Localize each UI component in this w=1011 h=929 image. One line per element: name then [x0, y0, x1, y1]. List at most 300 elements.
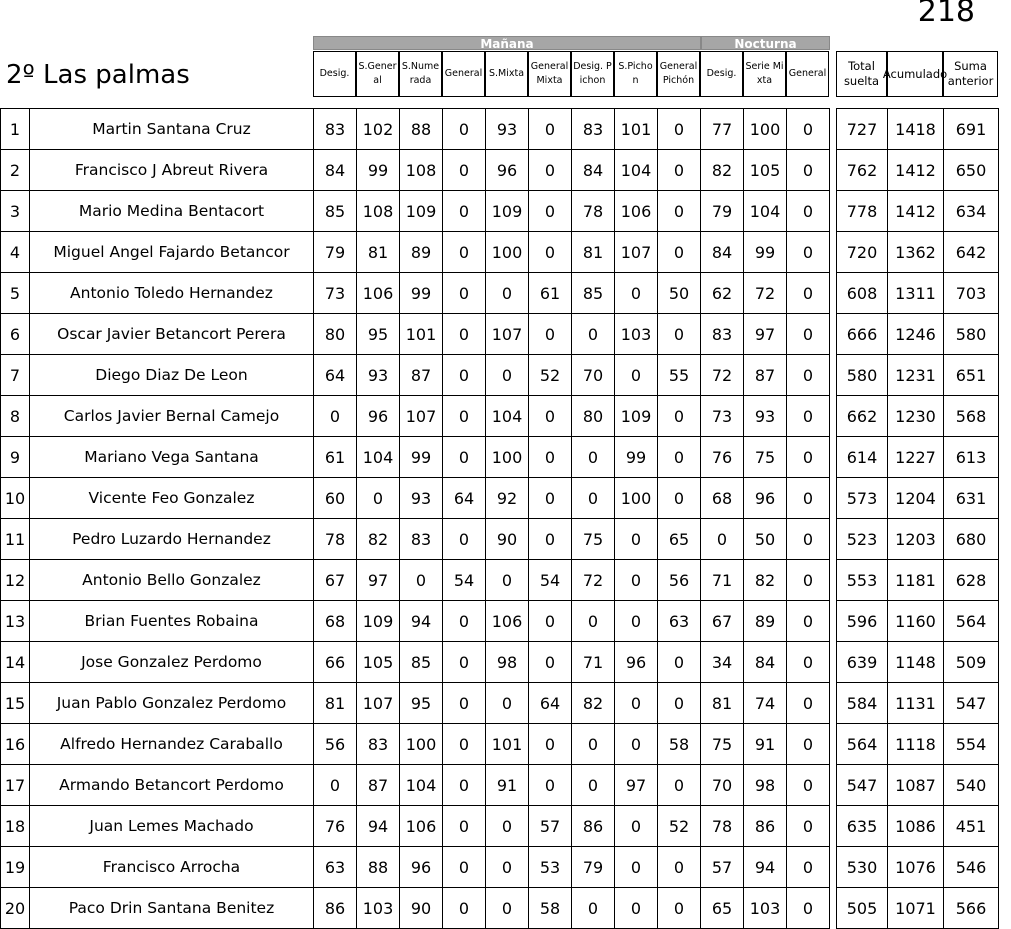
score-cell: 57 — [701, 847, 744, 888]
score-cell: 0 — [443, 191, 486, 232]
score-cell: 0 — [615, 888, 658, 929]
score-cell: 79 — [572, 847, 615, 888]
score-cell: 0 — [658, 150, 701, 191]
score-cell: 93 — [744, 396, 787, 437]
score-cell: 100 — [400, 724, 443, 765]
score-cell: 55 — [658, 355, 701, 396]
score-cell: 0 — [615, 847, 658, 888]
score-cell: 103 — [744, 888, 787, 929]
score-cell: 63 — [314, 847, 357, 888]
table-row — [1, 847, 830, 888]
totals-table — [836, 108, 999, 929]
score-cell: 56 — [314, 724, 357, 765]
score-cell: 0 — [572, 314, 615, 355]
score-cell: 61 — [529, 273, 572, 314]
score-cell: 82 — [701, 150, 744, 191]
total-cell: 1231 — [888, 355, 944, 396]
total-cell: 546 — [944, 847, 999, 888]
score-cell: 107 — [486, 314, 529, 355]
table-row — [1, 724, 830, 765]
name-cell: Francisco Arrocha — [30, 847, 314, 888]
total-cell: 564 — [944, 601, 999, 642]
score-cell: 0 — [787, 806, 830, 847]
score-cell: 104 — [486, 396, 529, 437]
score-cell: 109 — [486, 191, 529, 232]
score-cell: 109 — [615, 396, 658, 437]
score-cell: 0 — [787, 273, 830, 314]
total-cell: 1246 — [888, 314, 944, 355]
score-cell: 76 — [701, 437, 744, 478]
rank-cell: 14 — [1, 642, 30, 683]
score-cell: 81 — [701, 683, 744, 724]
score-cell: 109 — [357, 601, 400, 642]
score-cell: 0 — [658, 396, 701, 437]
total-cell: 509 — [944, 642, 999, 683]
total-cell: 530 — [837, 847, 888, 888]
totals-row — [837, 232, 999, 273]
score-cell: 82 — [572, 683, 615, 724]
score-cell: 0 — [787, 601, 830, 642]
total-cell: 1412 — [888, 191, 944, 232]
name-cell: Diego Diaz De Leon — [30, 355, 314, 396]
score-cell: 0 — [443, 683, 486, 724]
total-cell: 631 — [944, 478, 999, 519]
score-cell: 0 — [486, 847, 529, 888]
score-cell: 108 — [400, 150, 443, 191]
rank-cell: 6 — [1, 314, 30, 355]
score-cell: 0 — [658, 888, 701, 929]
score-cell: 0 — [443, 765, 486, 806]
total-cell: 573 — [837, 478, 888, 519]
score-cell: 0 — [443, 150, 486, 191]
rank-cell: 1 — [1, 109, 30, 150]
name-cell: Armando Betancort Perdomo — [30, 765, 314, 806]
score-cell: 86 — [744, 806, 787, 847]
score-cell: 83 — [400, 519, 443, 560]
score-cell: 90 — [486, 519, 529, 560]
score-cell: 81 — [357, 232, 400, 273]
score-cell: 0 — [572, 601, 615, 642]
score-cell: 99 — [744, 232, 787, 273]
total-cell: 1118 — [888, 724, 944, 765]
name-cell: Antonio Toledo Hernandez — [30, 273, 314, 314]
total-cell: 1418 — [888, 109, 944, 150]
score-cell: 0 — [787, 355, 830, 396]
score-cell: 53 — [529, 847, 572, 888]
score-cell: 0 — [701, 519, 744, 560]
score-cell: 102 — [357, 109, 400, 150]
total-cell: 554 — [944, 724, 999, 765]
score-cell: 83 — [572, 109, 615, 150]
total-cell: 1148 — [888, 642, 944, 683]
total-cell: 1311 — [888, 273, 944, 314]
score-cell: 94 — [357, 806, 400, 847]
total-cell: 762 — [837, 150, 888, 191]
score-cell: 0 — [615, 355, 658, 396]
score-cell: 50 — [744, 519, 787, 560]
score-cell: 96 — [400, 847, 443, 888]
table-row — [1, 560, 830, 601]
score-cell: 61 — [314, 437, 357, 478]
score-cell: 0 — [443, 724, 486, 765]
totals-row — [837, 765, 999, 806]
table-row — [1, 683, 830, 724]
name-cell: Miguel Angel Fajardo Betancor — [30, 232, 314, 273]
totals-row — [837, 847, 999, 888]
score-cell: 0 — [787, 396, 830, 437]
table-row — [1, 232, 830, 273]
score-cell: 100 — [486, 437, 529, 478]
score-cell: 58 — [658, 724, 701, 765]
total-cell: 580 — [944, 314, 999, 355]
totals-row — [837, 396, 999, 437]
score-cell: 76 — [314, 806, 357, 847]
total-cell: 1076 — [888, 847, 944, 888]
score-cell: 65 — [701, 888, 744, 929]
score-cell: 0 — [615, 683, 658, 724]
score-cell: 0 — [443, 601, 486, 642]
score-cell: 86 — [572, 806, 615, 847]
score-cell: 100 — [486, 232, 529, 273]
score-cell: 82 — [357, 519, 400, 560]
score-cell: 0 — [615, 724, 658, 765]
total-cell: 634 — [944, 191, 999, 232]
score-cell: 0 — [658, 109, 701, 150]
total-cell: 727 — [837, 109, 888, 150]
score-cell: 0 — [443, 437, 486, 478]
score-cell: 66 — [314, 642, 357, 683]
score-cell: 0 — [787, 642, 830, 683]
score-cell: 88 — [400, 109, 443, 150]
score-cell: 93 — [400, 478, 443, 519]
score-cell: 0 — [443, 847, 486, 888]
rank-cell: 13 — [1, 601, 30, 642]
score-cell: 83 — [357, 724, 400, 765]
score-cell: 0 — [787, 560, 830, 601]
score-cell: 94 — [744, 847, 787, 888]
score-cell: 0 — [787, 683, 830, 724]
score-cell: 0 — [529, 314, 572, 355]
totals-row — [837, 355, 999, 396]
score-cell: 109 — [400, 191, 443, 232]
score-cell: 0 — [486, 355, 529, 396]
score-cell: 89 — [400, 232, 443, 273]
name-cell: Brian Fuentes Robaina — [30, 601, 314, 642]
total-cell: 1087 — [888, 765, 944, 806]
name-cell: Oscar Javier Betancort Perera — [30, 314, 314, 355]
score-cell: 79 — [314, 232, 357, 273]
rank-cell: 18 — [1, 806, 30, 847]
score-cell: 0 — [658, 765, 701, 806]
totals-row — [837, 724, 999, 765]
score-cell: 72 — [701, 355, 744, 396]
column-header-serie-mixta: Serie Mixta — [743, 51, 786, 97]
totals-row — [837, 888, 999, 929]
column-header-desig-pichon: Desig. Pichon — [571, 51, 614, 97]
score-cell: 98 — [486, 642, 529, 683]
score-cell: 106 — [400, 806, 443, 847]
score-cell: 0 — [529, 724, 572, 765]
score-cell: 97 — [744, 314, 787, 355]
score-cell: 0 — [658, 642, 701, 683]
score-cell: 0 — [529, 109, 572, 150]
score-cell: 0 — [443, 273, 486, 314]
score-cell: 99 — [400, 273, 443, 314]
score-cell: 65 — [658, 519, 701, 560]
score-cell: 0 — [529, 478, 572, 519]
total-cell: 635 — [837, 806, 888, 847]
page-number: 218 — [917, 0, 975, 29]
total-cell: 1412 — [888, 150, 944, 191]
total-cell: 1160 — [888, 601, 944, 642]
score-cell: 56 — [658, 560, 701, 601]
score-cell: 54 — [529, 560, 572, 601]
score-cell: 0 — [443, 806, 486, 847]
score-cell: 75 — [744, 437, 787, 478]
score-cell: 80 — [314, 314, 357, 355]
score-cell: 0 — [486, 683, 529, 724]
column-header-total-suelta: Total suelta — [836, 51, 887, 97]
total-cell: 564 — [837, 724, 888, 765]
totals-row — [837, 642, 999, 683]
score-cell: 0 — [529, 232, 572, 273]
total-cell: 566 — [944, 888, 999, 929]
name-cell: Mario Medina Bentacort — [30, 191, 314, 232]
score-cell: 105 — [744, 150, 787, 191]
score-cell: 0 — [314, 396, 357, 437]
total-cell: 639 — [837, 642, 888, 683]
column-header-general: General — [786, 51, 829, 97]
rank-cell: 19 — [1, 847, 30, 888]
score-cell: 0 — [529, 765, 572, 806]
rank-cell: 5 — [1, 273, 30, 314]
score-cell: 99 — [357, 150, 400, 191]
totals-row — [837, 109, 999, 150]
score-cell: 0 — [615, 273, 658, 314]
score-cell: 77 — [701, 109, 744, 150]
totals-row — [837, 150, 999, 191]
score-cell: 0 — [529, 150, 572, 191]
score-cell: 97 — [357, 560, 400, 601]
score-cell: 0 — [615, 560, 658, 601]
column-header-desig: Desig. — [700, 51, 743, 97]
table-row — [1, 150, 830, 191]
score-cell: 52 — [658, 806, 701, 847]
score-cell: 81 — [314, 683, 357, 724]
score-cell: 60 — [314, 478, 357, 519]
rank-cell: 4 — [1, 232, 30, 273]
score-cell: 89 — [744, 601, 787, 642]
rank-cell: 11 — [1, 519, 30, 560]
table-row — [1, 314, 830, 355]
score-cell: 62 — [701, 273, 744, 314]
score-cell: 96 — [486, 150, 529, 191]
score-cell: 70 — [572, 355, 615, 396]
name-cell: Juan Pablo Gonzalez Perdomo — [30, 683, 314, 724]
score-cell: 64 — [443, 478, 486, 519]
score-cell: 0 — [529, 437, 572, 478]
score-cell: 0 — [529, 396, 572, 437]
score-cell: 92 — [486, 478, 529, 519]
total-cell: 547 — [944, 683, 999, 724]
total-cell: 703 — [944, 273, 999, 314]
score-cell: 71 — [701, 560, 744, 601]
total-cell: 1230 — [888, 396, 944, 437]
score-cell: 83 — [314, 109, 357, 150]
score-cell: 72 — [572, 560, 615, 601]
rank-cell: 10 — [1, 478, 30, 519]
total-cell: 540 — [944, 765, 999, 806]
table-row — [1, 355, 830, 396]
score-cell: 0 — [572, 478, 615, 519]
score-cell: 104 — [400, 765, 443, 806]
score-cell: 57 — [529, 806, 572, 847]
name-cell: Martin Santana Cruz — [30, 109, 314, 150]
score-cell: 0 — [529, 191, 572, 232]
score-cell: 0 — [529, 519, 572, 560]
total-cell: 1181 — [888, 560, 944, 601]
score-cell: 70 — [701, 765, 744, 806]
score-cell: 96 — [357, 396, 400, 437]
score-cell: 0 — [787, 150, 830, 191]
table-row — [1, 601, 830, 642]
name-cell: Pedro Luzardo Hernandez — [30, 519, 314, 560]
score-cell: 0 — [658, 847, 701, 888]
name-cell: Antonio Bello Gonzalez — [30, 560, 314, 601]
group-header-manana: Mañana — [313, 36, 701, 50]
score-cell: 95 — [357, 314, 400, 355]
score-cell: 0 — [443, 519, 486, 560]
score-cell: 84 — [744, 642, 787, 683]
totals-row — [837, 191, 999, 232]
totals-row — [837, 478, 999, 519]
score-cell: 75 — [701, 724, 744, 765]
score-cell: 107 — [357, 683, 400, 724]
score-cell: 64 — [314, 355, 357, 396]
score-cell: 106 — [615, 191, 658, 232]
score-cell: 0 — [787, 724, 830, 765]
total-cell: 613 — [944, 437, 999, 478]
score-cell: 98 — [744, 765, 787, 806]
score-cell: 104 — [615, 150, 658, 191]
score-cell: 0 — [787, 191, 830, 232]
name-cell: Francisco J Abreut Rivera — [30, 150, 314, 191]
score-cell: 106 — [357, 273, 400, 314]
score-cell: 94 — [400, 601, 443, 642]
score-cell: 99 — [400, 437, 443, 478]
score-cell: 86 — [314, 888, 357, 929]
score-cell: 91 — [486, 765, 529, 806]
totals-row — [837, 437, 999, 478]
score-cell: 88 — [357, 847, 400, 888]
total-cell: 547 — [837, 765, 888, 806]
rank-cell: 8 — [1, 396, 30, 437]
score-cell: 0 — [357, 478, 400, 519]
score-cell: 107 — [400, 396, 443, 437]
score-cell: 104 — [744, 191, 787, 232]
score-cell: 104 — [357, 437, 400, 478]
rank-cell: 12 — [1, 560, 30, 601]
score-cell: 0 — [615, 519, 658, 560]
score-cell: 0 — [486, 273, 529, 314]
score-cell: 78 — [701, 806, 744, 847]
name-cell: Jose Gonzalez Perdomo — [30, 642, 314, 683]
score-cell: 0 — [615, 601, 658, 642]
totals-row — [837, 560, 999, 601]
column-header-general-mixta: General Mixta — [528, 51, 571, 97]
score-cell: 0 — [787, 314, 830, 355]
score-cell: 0 — [572, 437, 615, 478]
total-cell: 505 — [837, 888, 888, 929]
table-row — [1, 437, 830, 478]
score-cell: 34 — [701, 642, 744, 683]
score-cell: 91 — [744, 724, 787, 765]
results-table — [0, 108, 830, 929]
score-cell: 0 — [787, 519, 830, 560]
score-cell: 0 — [787, 437, 830, 478]
score-cell: 50 — [658, 273, 701, 314]
total-cell: 608 — [837, 273, 888, 314]
score-cell: 90 — [400, 888, 443, 929]
score-cell: 74 — [744, 683, 787, 724]
column-header-s-pichon: S.Pichon — [614, 51, 657, 97]
total-cell: 778 — [837, 191, 888, 232]
totals-row — [837, 601, 999, 642]
table-row — [1, 806, 830, 847]
score-cell: 0 — [787, 478, 830, 519]
score-cell: 93 — [357, 355, 400, 396]
totals-row — [837, 273, 999, 314]
table-row — [1, 765, 830, 806]
score-cell: 0 — [486, 888, 529, 929]
score-cell: 0 — [658, 314, 701, 355]
score-cell: 100 — [615, 478, 658, 519]
total-cell: 662 — [837, 396, 888, 437]
name-cell: Vicente Feo Gonzalez — [30, 478, 314, 519]
score-cell: 0 — [443, 396, 486, 437]
score-cell: 67 — [701, 601, 744, 642]
score-cell: 0 — [787, 765, 830, 806]
score-cell: 103 — [615, 314, 658, 355]
column-header-s-mixta: S.Mixta — [485, 51, 528, 97]
score-cell: 108 — [357, 191, 400, 232]
total-cell: 1362 — [888, 232, 944, 273]
score-cell: 87 — [400, 355, 443, 396]
score-cell: 87 — [357, 765, 400, 806]
totals-row — [837, 806, 999, 847]
score-cell: 96 — [615, 642, 658, 683]
total-cell: 584 — [837, 683, 888, 724]
total-cell: 651 — [944, 355, 999, 396]
score-cell: 84 — [572, 150, 615, 191]
total-cell: 691 — [944, 109, 999, 150]
group-header-nocturna: Nocturna — [701, 36, 830, 50]
score-cell: 0 — [658, 437, 701, 478]
total-cell: 1131 — [888, 683, 944, 724]
score-cell: 85 — [572, 273, 615, 314]
score-cell: 0 — [572, 765, 615, 806]
name-cell: Juan Lemes Machado — [30, 806, 314, 847]
total-cell: 1086 — [888, 806, 944, 847]
table-row — [1, 109, 830, 150]
score-cell: 96 — [744, 478, 787, 519]
column-header-s-numerada: S.Numerada — [399, 51, 442, 97]
score-cell: 87 — [744, 355, 787, 396]
score-cell: 0 — [787, 847, 830, 888]
score-cell: 58 — [529, 888, 572, 929]
score-cell: 0 — [529, 642, 572, 683]
total-cell: 580 — [837, 355, 888, 396]
